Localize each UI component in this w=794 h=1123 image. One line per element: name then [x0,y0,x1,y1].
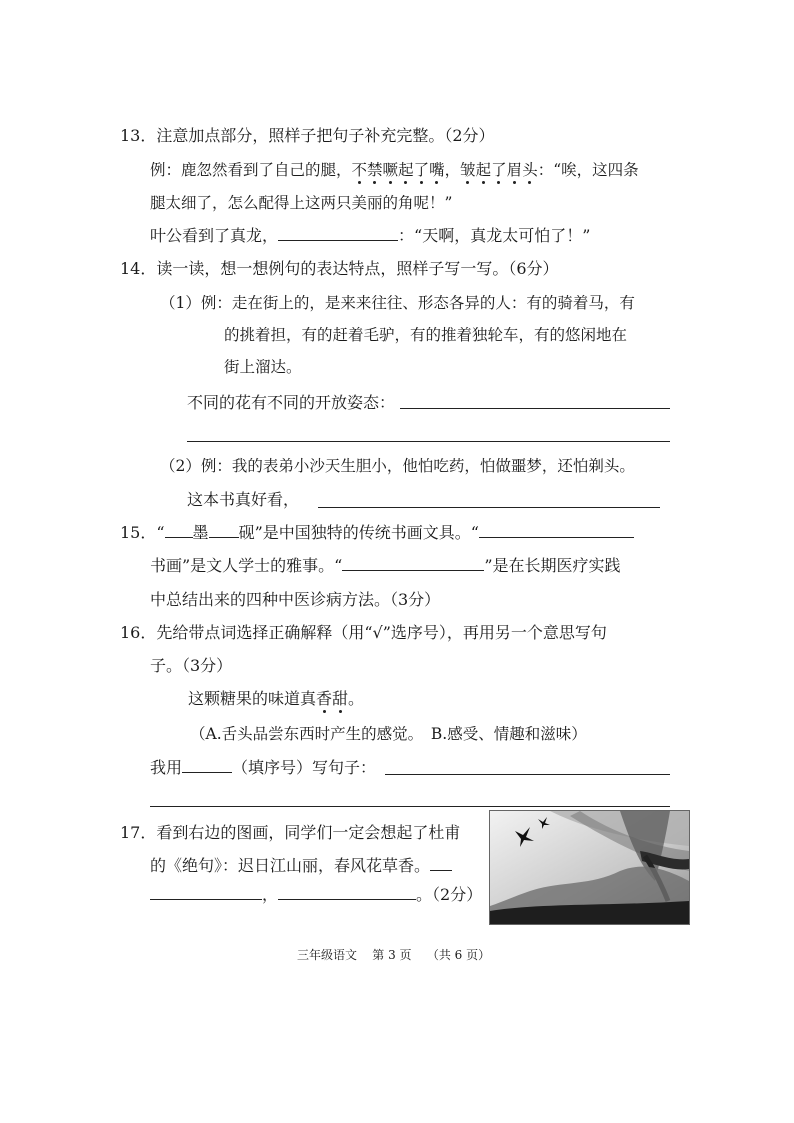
q16-options: （A.舌头品尝东西时产生的感觉。 B.感受、情趣和滋味） [190,725,587,743]
q13-dotted-phrase-1 [352,161,445,179]
emphasis-dot-char: 禁 [367,161,383,179]
q14-part2-blank[interactable] [318,507,660,508]
q16-sentence-pre: 这颗糖果的味道真 [188,689,317,708]
q14-title: 14．读一读，想一想例句的表达特点，照样子写一写。（6分） [120,259,559,278]
q16-dotted-word [316,689,348,708]
q15-line1 [120,523,634,543]
q13-dotted-phrase-2 [460,161,538,179]
q16-option-blank[interactable] [182,758,232,773]
q14-part1-line3: 街上溜达。 [224,358,302,376]
q16-fill-line [150,758,376,778]
q14-part1-line1: （1）例：走在街上的，是来来往往、形态各异的人：有的骑着马，有 [160,294,635,312]
q15-char-mo: 墨 [192,523,209,542]
q16-fill-label: （填序号）写句子： [232,758,377,777]
q13-answer-blank[interactable] [278,226,398,241]
q13-title: 13．注意加点部分，照样子把句子补充完整。（2分） [120,126,495,145]
q17-line1: 17．看到右边的图画，同学们一定会想起了杜甫 [120,823,461,842]
q15-line2-text: 书画”是文人学士的雅事。“ [150,556,343,575]
q16-fill-prefix: 我用 [150,758,183,777]
q14-part1-line2: 的挑着担，有的赶着毛驴，有的推着独轮车，有的悠闲地在 [224,326,628,344]
emphasis-dot-char: 不 [351,161,368,179]
emphasis-dot-char: 香 [316,689,333,708]
q15-line1-text: 砚”是中国独特的传统书画文具。“ [238,523,479,542]
q13-fill-prefix: 叶公看到了真龙， [150,226,279,245]
q13-comma: ， [444,161,461,179]
q13-example-rest: ：“唉，这四条 [537,161,639,179]
footer-subject: 三年级语文 [297,948,358,962]
emphasis-dot-char: 起 [475,161,492,179]
emphasis-dot-char: 甜 [332,689,349,708]
q16-sentence [188,689,364,709]
q15-num: 15．“ [120,523,165,542]
q15-blank-2[interactable] [209,523,239,538]
q16-sentence-post: 。 [348,689,365,708]
q13-fill-line [150,226,590,246]
q14-part2-prompt: 这本书真好看， [187,490,300,509]
q13-example-prefix: 例：鹿忽然看到了自己的腿， [150,161,352,179]
q15-line2-rest: ”是在长期医疗实践 [484,556,621,575]
swallow-willow-picture [489,810,690,925]
emphasis-dot-char: 了 [413,161,430,179]
q17-line2 [150,856,452,876]
q17-blank-2[interactable] [278,885,416,900]
emphasis-dot-char: 皱 [460,161,476,179]
q13-fill-suffix: ：“天啊，真龙太可怕了！” [398,226,591,245]
q15-blank-1[interactable] [165,523,193,538]
q14-part1-blank-2[interactable] [187,441,670,442]
q13-example-line1 [150,160,639,180]
ink-painting-icon [490,811,689,924]
q15-blank-3[interactable] [479,523,634,538]
q17-line3 [150,885,482,905]
page-footer [297,948,490,962]
q17-line2-text: 的《绝句》：迟日江山丽，春风花草香。 [150,856,431,875]
footer-page-number: 第 3 页 [372,948,412,962]
q16-sentence-blank-2[interactable] [150,806,670,807]
emphasis-dot-char: 头 [522,161,538,179]
q14-part1-blank-1[interactable] [400,408,670,409]
emphasis-dot-char: 嘴 [429,161,445,179]
q17-comma: ， [262,885,279,904]
q14-part1-prompt: 不同的花有不同的开放姿态： [187,393,396,412]
q16-line1: 16．先给带点词选择正确解释（用“√”选序号），再用另一个意思写句 [120,623,607,642]
emphasis-dot-char: 眉 [506,161,523,179]
q15-blank-4[interactable] [342,556,484,571]
footer-total-pages: （共 6 页） [426,948,491,962]
emphasis-dot-char: 噘 [382,161,399,179]
emphasis-dot-char: 了 [491,161,507,179]
q15-line3: 中总结出来的四种中医诊病方法。（3分） [150,590,441,609]
q15-line2 [150,556,621,576]
q16-line2: 子。（3分） [150,656,233,675]
q17-line3-end: 。（2分） [416,885,483,904]
q13-example-line2: 腿太细了，怎么配得上这两只美丽的角呢！” [150,194,453,212]
q14-part2-line1: （2）例：我的表弟小沙天生胆小，他怕吃药，怕做噩梦，还怕剃头。 [160,457,635,475]
emphasis-dot-char: 起 [398,161,414,179]
q17-blank-1b[interactable] [150,885,262,900]
q17-blank-1a[interactable] [430,856,452,871]
q16-sentence-blank-1[interactable] [385,774,670,775]
